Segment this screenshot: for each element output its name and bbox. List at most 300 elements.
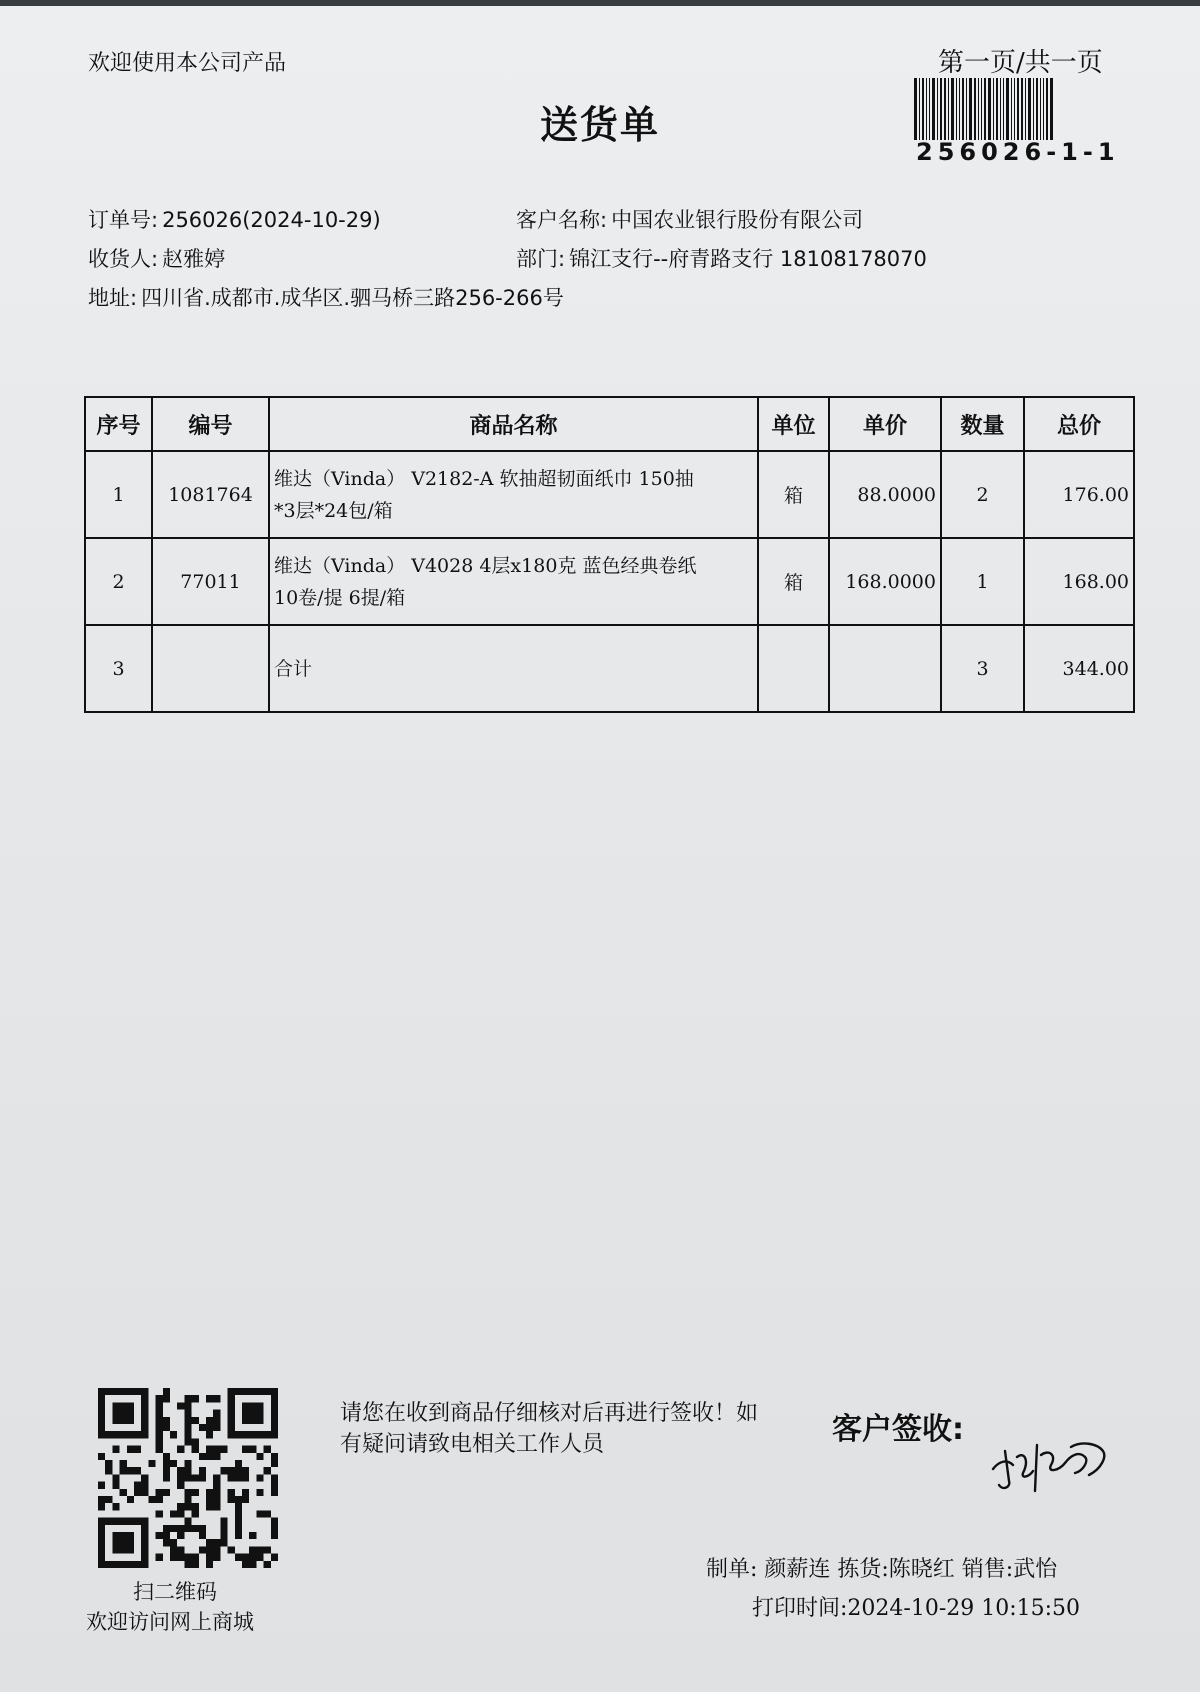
qr-module [228,1402,235,1409]
qr-module [184,1395,191,1402]
qr-module [213,1489,220,1496]
qr-module [228,1395,235,1402]
qr-module [256,1474,263,1481]
qr-module [242,1467,249,1474]
qr-module [120,1417,127,1424]
barcode-bar [959,78,960,140]
cell-code: 77011 [152,538,269,625]
qr-module [192,1438,199,1445]
qr-module [98,1503,105,1510]
qr-module [199,1467,206,1474]
qr-module [256,1546,263,1553]
qr-module [249,1402,256,1409]
qr-module [235,1431,242,1438]
qr-module [141,1546,148,1553]
cell-quantity: 2 [941,451,1024,538]
qr-module [120,1489,127,1496]
qr-module [228,1467,235,1474]
qr-module [220,1539,227,1546]
qr-module [242,1431,249,1438]
qr-module [98,1546,105,1553]
qr-module [271,1453,278,1460]
qr-module [249,1554,256,1561]
staff-info: 制单: 颜薪连 拣货:陈晓红 销售:武怡 [706,1557,1058,1582]
qr-module [134,1518,141,1525]
qr-module [112,1388,119,1395]
qr-module [156,1431,163,1438]
qr-module [141,1554,148,1561]
barcode-number: 256026-1-1 [916,138,1120,166]
qr-module [271,1525,278,1532]
qr-module [213,1546,220,1553]
qr-module [264,1561,271,1568]
receiver-label: 收货人: [88,247,159,271]
table-row-total [85,625,1134,712]
qr-module [163,1474,170,1481]
order-number [88,204,381,234]
qr-module [177,1510,184,1517]
qr-module [170,1431,177,1438]
qr-module [105,1518,112,1525]
qr-module [184,1561,191,1568]
qr-module [163,1525,170,1532]
order-number-label: 订单号: [88,208,159,232]
qr-module [98,1539,105,1546]
qr-module [192,1395,199,1402]
barcode-bar [926,78,927,140]
customer-value: 中国农业银行股份有限公司 [611,208,864,232]
qr-module [98,1410,105,1417]
header-quantity: 数量 [941,397,1024,451]
qr-module [206,1417,213,1424]
qr-module [264,1388,271,1395]
product-name-line2: *3层*24包/箱 [274,499,393,522]
qr-module [184,1438,191,1445]
barcode-bar [932,78,935,140]
qr-module [134,1388,141,1395]
qr-module [242,1388,249,1395]
qr-module [163,1467,170,1474]
cell-code [152,625,269,712]
qr-module [141,1474,148,1481]
barcode-bar [956,78,957,140]
qr-module [134,1482,141,1489]
barcode-bar [940,78,942,140]
qr-module [141,1395,148,1402]
qr-module [163,1539,170,1546]
qr-module [170,1460,177,1467]
page-info: 第一页/共一页 [938,48,1103,78]
qr-module [206,1431,213,1438]
qr-module [271,1388,278,1395]
qr-module [112,1503,119,1510]
table-row [85,538,1134,625]
qr-module [120,1546,127,1553]
barcode-bar [1050,78,1053,140]
qr-module [156,1438,163,1445]
qr-module [249,1388,256,1395]
qr-module [127,1546,134,1553]
qr-module [170,1525,177,1532]
qr-module [105,1561,112,1568]
qr-module [256,1417,263,1424]
qr-module [170,1554,177,1561]
qr-module [206,1453,213,1460]
qr-module [235,1510,242,1517]
qr-module [163,1417,170,1424]
qr-module [127,1446,134,1453]
qr-module [156,1402,163,1409]
qr-module [235,1554,242,1561]
qr-module [192,1446,199,1453]
barcode-bar [969,78,972,140]
qr-module [134,1467,141,1474]
qr-module [249,1561,256,1568]
qr-module [163,1489,170,1496]
qr-module [242,1554,249,1561]
qr-module [206,1395,213,1402]
qr-module [249,1532,256,1539]
print-time: 打印时间:2024-10-29 10:15:50 [752,1596,1081,1621]
welcome-text: 欢迎使用本公司产品 [88,51,287,76]
qr-module [220,1532,227,1539]
qr-module [163,1460,170,1467]
qr-module [98,1453,105,1460]
document-title: 送货单 [540,103,661,147]
qr-module [177,1554,184,1561]
barcode-bar [929,78,930,140]
qr-module [242,1489,249,1496]
qr-module [242,1496,249,1503]
qr-module [141,1489,148,1496]
qr-module [177,1482,184,1489]
qr-module [213,1554,220,1561]
qr-module [112,1402,119,1409]
qr-module [264,1467,271,1474]
qr-module [98,1561,105,1568]
qr-module [206,1503,213,1510]
qr-module [271,1424,278,1431]
qr-module [127,1496,134,1503]
qr-module [105,1496,112,1503]
barcode-bar [951,78,954,140]
cell-unit: 箱 [758,538,829,625]
cell-product-name [269,451,758,538]
department-label: 部门: [516,247,566,271]
qr-module [249,1431,256,1438]
qr-module [141,1417,148,1424]
qr-module [271,1460,278,1467]
address [88,282,564,312]
barcode-image [914,78,1126,140]
qr-module [242,1402,249,1409]
qr-module [170,1539,177,1546]
qr-module [163,1532,170,1539]
qr-module [242,1410,249,1417]
qr-module [112,1417,119,1424]
qr-module [156,1510,163,1517]
qr-module [105,1431,112,1438]
qr-module [228,1410,235,1417]
handwritten-signature [985,1421,1115,1501]
qr-module [163,1395,170,1402]
qr-module [249,1410,256,1417]
qr-module [228,1417,235,1424]
check-notice: 请您在收到商品仔细核对后再进行签收！如有疑问请致电相关工作人员 [340,1401,759,1457]
qr-module [156,1554,163,1561]
barcode-bar [993,78,994,140]
qr-module [184,1525,191,1532]
barcode-bar [937,78,938,140]
qr-module [98,1388,105,1395]
qr-module [184,1503,191,1510]
cell-seq: 3 [85,625,152,712]
header-product-name: 商品名称 [269,397,758,451]
qr-module [120,1460,127,1467]
qr-module [271,1489,278,1496]
qr-module [184,1424,191,1431]
qr-module [127,1402,134,1409]
qr-module [206,1561,213,1568]
qr-module [228,1489,235,1496]
qr-module [156,1496,163,1503]
qr-module [163,1388,170,1395]
qr-module [199,1474,206,1481]
qr-module [134,1446,141,1453]
qr-module [220,1525,227,1532]
qr-module [112,1482,119,1489]
barcode-bar [962,78,964,140]
qr-module [235,1496,242,1503]
qr-module [127,1518,134,1525]
qr-module [271,1482,278,1489]
qr-module [170,1510,177,1517]
header-seq: 序号 [85,397,152,451]
qr-module [213,1446,220,1453]
qr-module [148,1460,155,1467]
qr-module [141,1402,148,1409]
qr-module [199,1453,206,1460]
table-header-row [85,397,1134,451]
customer-name [516,204,863,234]
delivery-note-page [0,6,1200,1692]
barcode-bar [1006,78,1009,140]
qr-module [184,1554,191,1561]
qr-module [184,1467,191,1474]
header-total: 总价 [1024,397,1134,451]
qr-module [120,1539,127,1546]
barcode-bar [948,78,949,140]
qr-module [184,1460,191,1467]
qr-module [199,1546,206,1553]
qr-module [112,1532,119,1539]
barcode-bar [1043,78,1044,140]
qr-module [98,1496,105,1503]
qr-module [256,1410,263,1417]
qr-module [120,1402,127,1409]
qr-module [112,1431,119,1438]
qr-module [156,1489,163,1496]
qr-module [228,1431,235,1438]
qr-module [271,1395,278,1402]
qr-module [271,1417,278,1424]
qr-module [199,1525,206,1532]
barcode-bar [988,78,991,140]
total-label: 合计 [274,657,313,680]
qr-module [256,1431,263,1438]
qr-module [192,1561,199,1568]
qr-module [249,1446,256,1453]
qr-module [213,1482,220,1489]
qr-module [112,1446,119,1453]
qr-module [177,1525,184,1532]
qr-module [206,1424,213,1431]
qr-module [199,1532,206,1539]
qr-module [184,1474,191,1481]
barcode-bar [966,78,967,140]
qr-module [184,1431,191,1438]
qr-module [98,1402,105,1409]
qr-module [141,1561,148,1568]
qr-module [256,1554,263,1561]
qr-module [235,1388,242,1395]
items-table [84,396,1135,713]
qr-module [184,1410,191,1417]
qr-module [213,1453,220,1460]
qr-module [271,1402,278,1409]
qr-module [163,1424,170,1431]
qr-module [256,1388,263,1395]
qr-module [127,1410,134,1417]
department-value: 锦江支行--府青路支行 18108178070 [569,247,927,271]
qr-module [213,1496,220,1503]
qr-module [213,1417,220,1424]
qr-module [228,1546,235,1553]
barcode-bar [1017,78,1019,140]
qr-module [184,1489,191,1496]
qr-module [228,1474,235,1481]
qr-module [235,1503,242,1510]
qr-module [112,1410,119,1417]
qr-module [235,1525,242,1532]
qr-module [120,1561,127,1568]
qr-module [170,1546,177,1553]
qr-module [271,1518,278,1525]
cell-unit [758,625,829,712]
qr-module [264,1546,271,1553]
receiver [88,243,225,273]
qr-module [156,1417,163,1424]
cell-product-name [269,538,758,625]
barcode-bar [919,78,920,140]
header-unit: 单位 [758,397,829,451]
qr-module [264,1446,271,1453]
qr-module [127,1388,134,1395]
qr-caption-mall: 欢迎访问网上商城 [86,1610,254,1634]
cell-quantity: 1 [941,538,1024,625]
barcode-bar [1033,78,1034,140]
qr-module [120,1467,127,1474]
qr-module [134,1489,141,1496]
qr-module [206,1446,213,1453]
qr-module [256,1453,263,1460]
qr-module [120,1518,127,1525]
qr-module [148,1496,155,1503]
qr-module [271,1554,278,1561]
cell-unit-price: 88.0000 [829,451,941,538]
qr-module [177,1402,184,1409]
cell-total: 344.00 [1024,625,1134,712]
qr-module [177,1474,184,1481]
qr-module [98,1525,105,1532]
qr-module [213,1424,220,1431]
barcode-bar [974,78,976,140]
qr-module [98,1431,105,1438]
qr-module [264,1431,271,1438]
qr-module [141,1525,148,1532]
qr-module [206,1496,213,1503]
qr-module [177,1532,184,1539]
qr-module [141,1532,148,1539]
qr-module [120,1532,127,1539]
qr-module [141,1424,148,1431]
qr-module [127,1431,134,1438]
barcode-bar [1014,78,1015,140]
barcode-bar [1003,78,1004,140]
barcode-bar [984,78,986,140]
barcode-bar [1036,78,1038,140]
barcode-bar [1040,78,1041,140]
qr-module [235,1532,242,1539]
qr-module [213,1503,220,1510]
qr-module [264,1510,271,1517]
qr-module [177,1503,184,1510]
barcode-bar [978,78,979,140]
cell-unit-price: 168.0000 [829,538,941,625]
address-label: 地址: [88,286,138,310]
qr-module [156,1532,163,1539]
qr-module [220,1518,227,1525]
cell-seq: 1 [85,451,152,538]
product-name-line1: 维达（Vinda） V4028 4层x180克 蓝色经典卷纸 [274,554,697,577]
qr-module [127,1539,134,1546]
qr-module [141,1431,148,1438]
qr-module [112,1561,119,1568]
qr-module [120,1431,127,1438]
barcode-bar [944,78,946,140]
customer-sign-label: 客户签收: [832,1412,964,1447]
qr-code-icon [98,1388,278,1568]
cell-unit: 箱 [758,451,829,538]
qr-module [271,1410,278,1417]
qr-module [228,1496,235,1503]
product-name-line1: 维达（Vinda） V2182-A 软抽超韧面纸巾 150抽 [274,467,694,490]
qr-module [177,1546,184,1553]
cell-total: 176.00 [1024,451,1134,538]
qr-module [242,1446,249,1453]
order-number-value: 256026(2024-10-29) [162,208,381,232]
qr-module [120,1388,127,1395]
cell-code: 1081764 [152,451,269,538]
qr-module [213,1395,220,1402]
header-code: 编号 [152,397,269,451]
qr-module [98,1395,105,1402]
qr-module [141,1410,148,1417]
qr-module [112,1518,119,1525]
qr-module [206,1539,213,1546]
qr-module [228,1424,235,1431]
qr-module [98,1417,105,1424]
